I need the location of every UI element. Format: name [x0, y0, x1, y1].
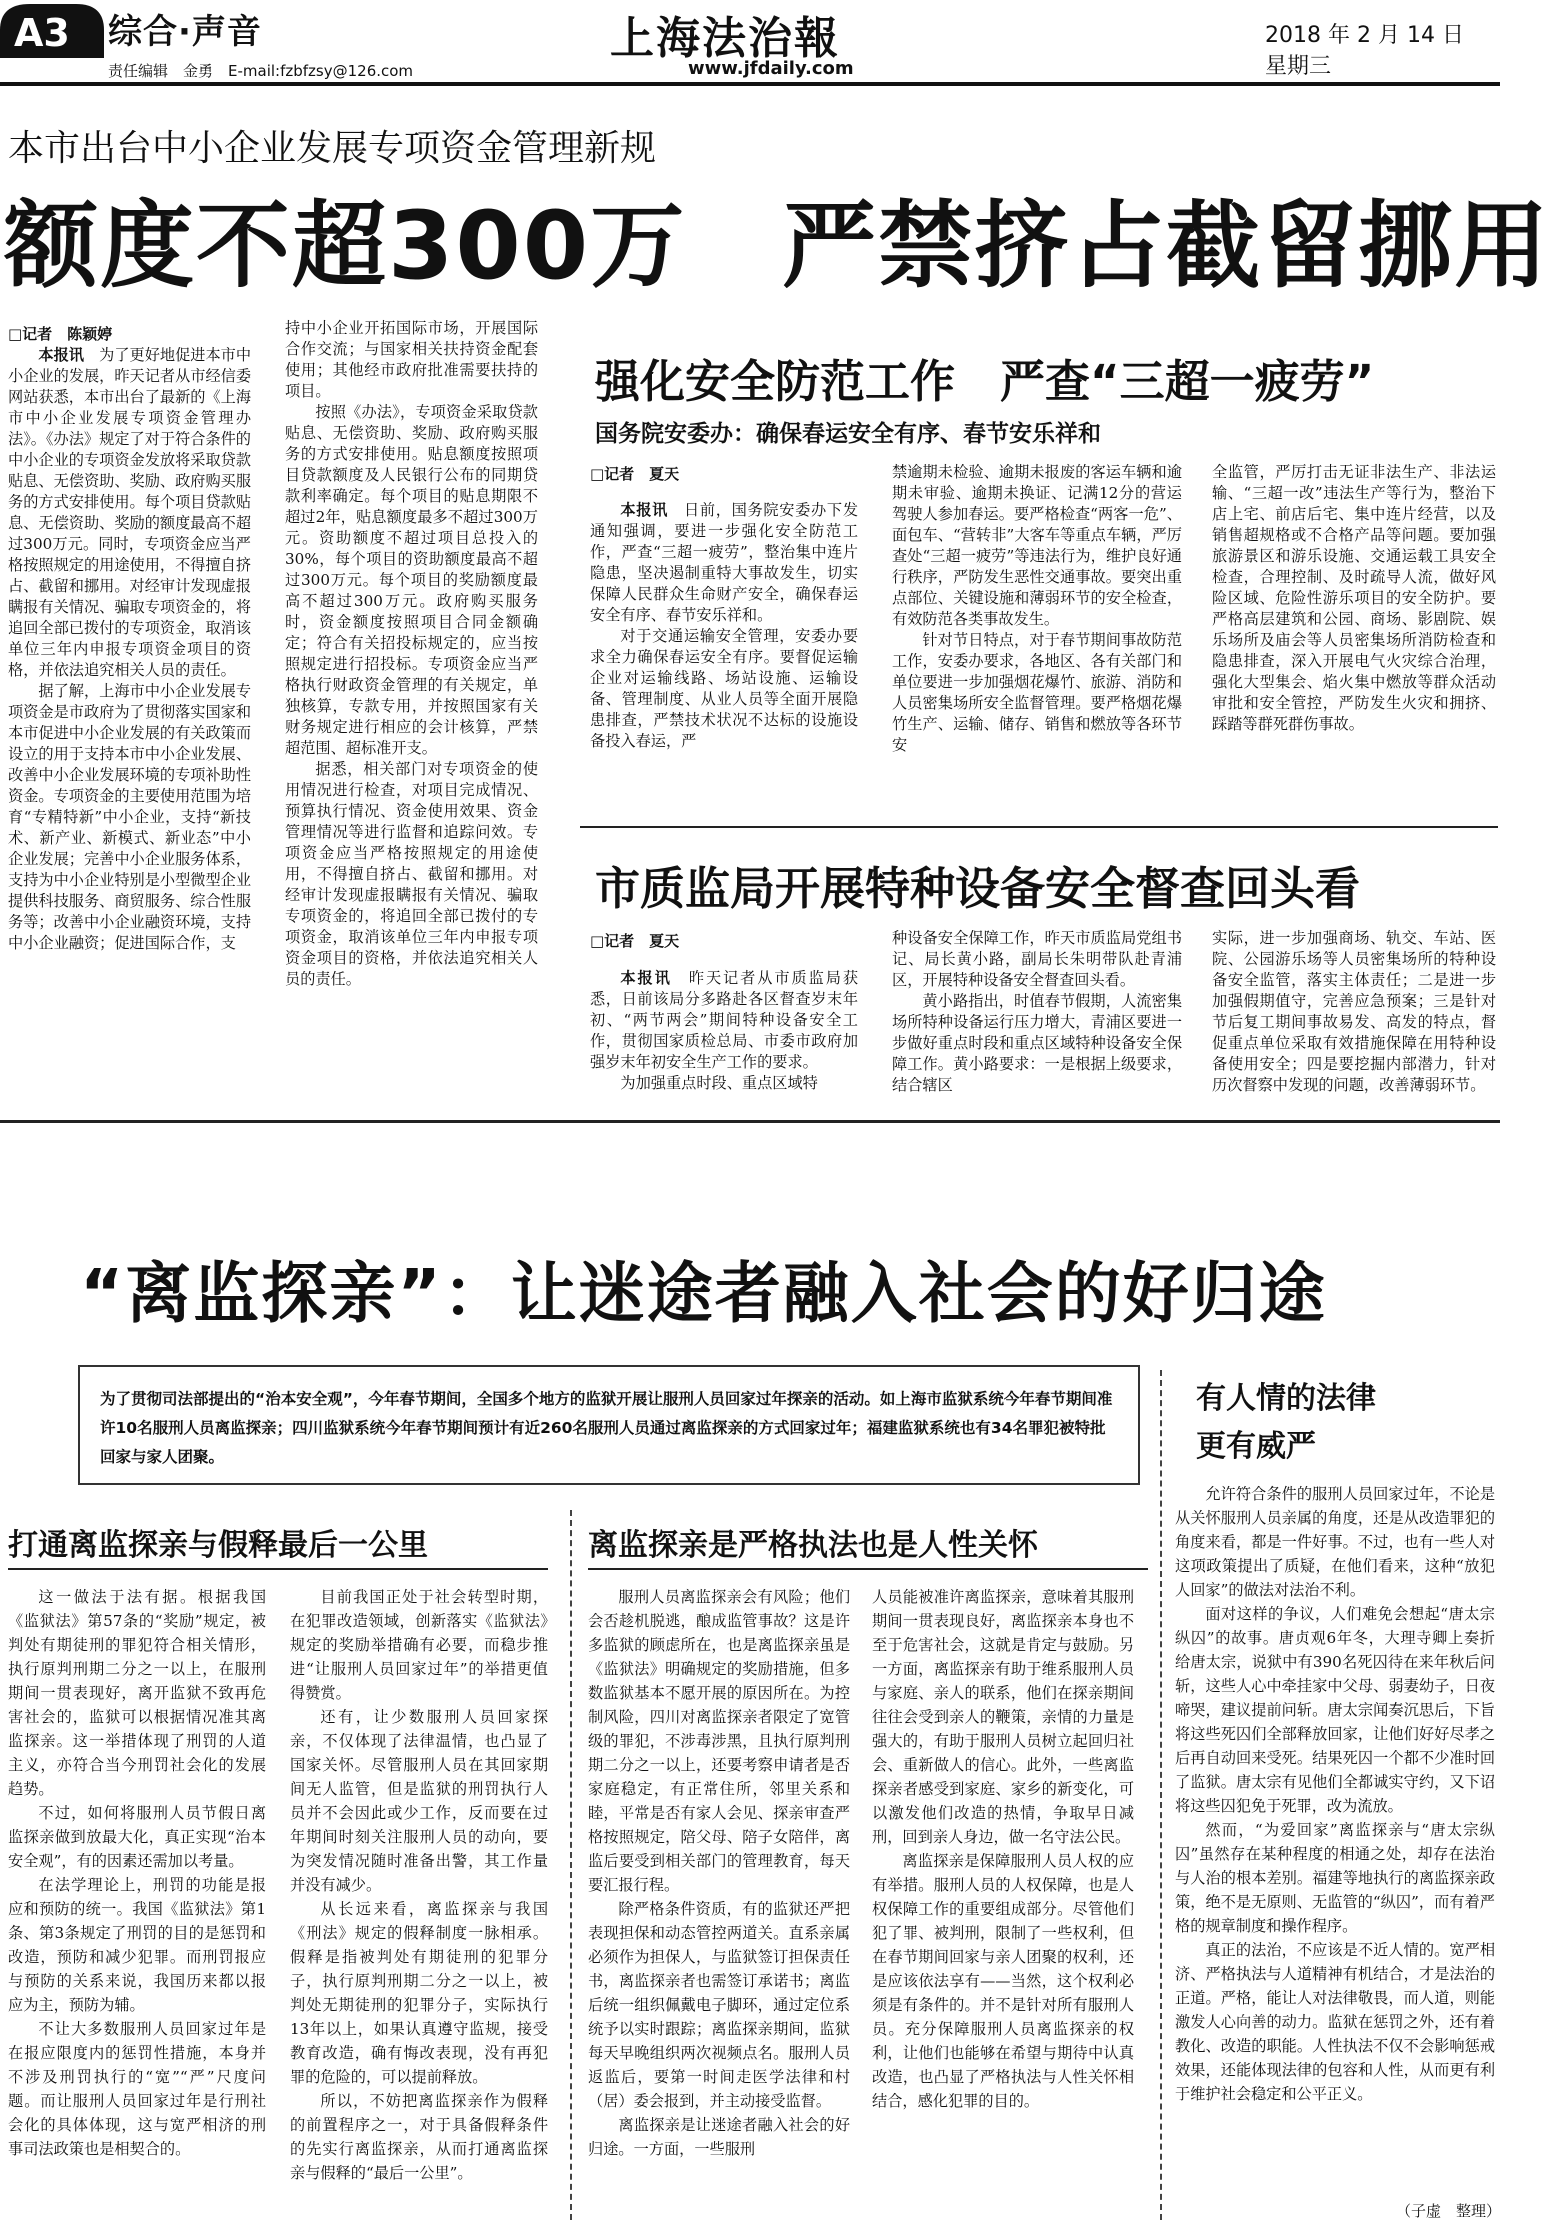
prison-intro-box: 为了贯彻司法部提出的“治本安全观”，今年春节期间，全国多个地方的监狱开展让服刑人员回家过年探亲的活动。如上海市监狱系统今年春节期间准许10名服刑人员离监探亲；四川监狱系统今年春节期间预计有近260名服刑人员通过离监探亲的方式回家过年；福建监狱系统也有34名罪犯被特批回家与家人团聚。	[78, 1365, 1140, 1485]
section1-column-1	[8, 1585, 266, 2225]
section2-column-1	[588, 1585, 850, 2225]
safety-deck: 国务院安委办：确保春运安全有序、春节安乐祥和	[595, 421, 1101, 447]
quality-paragraph: 种设备安全保障工作，昨天市质监局党组书记、局长黄小路，副局长朱明带队赴青浦区，开展特种设备安全督查回头看。	[892, 929, 1182, 989]
story-divider	[580, 826, 1498, 828]
safety-paragraph: 针对节日特点，对于春节期间事故防范工作，安委办要求，各地区、各有关部门和单位要进一步加强烟花爆竹、旅游、消防和人员密集场所安全监督管理。要严格烟花爆竹生产、运输、储存、销售和燃放等各环节安	[892, 631, 1182, 754]
section1-paragraph: 不过，如何将服刑人员节假日离监探亲做到放最大化，真正实现“治本安全观”，有的因素还需加以考量。	[8, 1804, 266, 1870]
quality-paragraph: 实际，进一步加强商场、轨交、车站、医院、公园游乐场等人员密集场所的特种设备安全监管，落实主体责任；二是进一步加强假期值守，完善应急预案；三是针对节后复工期间事故易发、高发的特点，督促重点单位采取有效措施保障在用特种设备使用安全；四是要挖掘内部潜力，针对历次督察中发现的问题，改善薄弱环节。	[1212, 929, 1496, 1094]
lead-paragraph: 据了解，上海市中小企业发展专项资金是市政府为了贯彻落实国家和本市促进中小企业发展的有关政策而设立的用于支持本市中小企业发展、改善中小企业发展环境的专项补助性资金。专项资金的主要使用范围为培育“专精特新”中小企业，支持“新技术、新产业、新模式、新业态”中小企业发展；完善中小企业服务体系，支持为中小企业特别是小型微型企业提供科技服务、商贸服务、综合性服务等；改善中小企业融资环境，支持中小企业融资；促进国际合作，支	[8, 682, 252, 952]
issue-date: 2018 年 2 月 14 日 星期三	[1265, 23, 1486, 79]
section2-paragraph: 离监探亲是让迷途者融入社会的好归途。一方面，一些服刑	[588, 2116, 850, 2158]
sidebar-text	[1175, 1482, 1495, 2196]
newspaper-title: 上海法治報	[610, 13, 840, 64]
masthead-rule	[0, 82, 1500, 86]
sidebar-paragraph: 面对这样的争议，人们难免会想起“唐太宗纵囚”的故事。唐贞观6年冬，大理寺卿上奏折给唐太宗，说狱中有390名死囚待在来年秋后问斩，这些人心中牵挂家中父母、弱妻幼子，日夜啼哭，建议提前问斩。唐太宗闻奏沉思后，下旨将这些死囚们全部释放回家，让他们好好尽孝之后再自动回来受死。结果死囚一个都不少准时回了监狱。唐太宗有见他们全都诚实守约，又下诏将这些囚犯免于死罪，改为流放。	[1175, 1605, 1495, 1815]
quality-column-1	[590, 968, 858, 1092]
website-url[interactable]: www.jfdaily.com	[688, 58, 854, 79]
lead-paragraph: 按照《办法》，专项资金采取贷款贴息、无偿资助、奖励、政府购买服务的方式安排使用。贴息额度按照项目贷款额度及人民银行公布的同期贷款利率确定。每个项目的贴息期限不超过2年，贴息额度最多不超过300万元。资助额度不超过项目总投入的30%，每个项目的资助额度最高不超过300万元。每个项目的奖励额度最高不超过300万元。政府购买服务时，资金额度按照项目合同金额确定；符合有关招投标规定的，应当按照规定进行招投标。专项资金应当严格执行财政资金管理的有关规定，单独核算，专款专用，并按照国家有关财务规定进行相应的会计核算，严禁超范围、超标准开支。	[285, 403, 538, 757]
section1-paragraph: 所以，不妨把离监探亲作为假释的前置程序之一，对于具备假释条件的先实行离监探亲，从而打通离监探亲与假释的“最后一公里”。	[290, 2092, 548, 2182]
safety-paragraph: 对于交通运输安全管理，安委办要求全力确保春运安全有序。要督促运输企业对运输线路、场站设施、运输设备、管理制度、从业人员等全面开展隐患排查，严禁技术状况不达标的设施设备投入春运，严	[590, 627, 858, 750]
section1-paragraph: 在法学理论上，刑罚的功能是报应和预防的统一。我国《监狱法》第1条、第3条规定了刑罚的目的是惩罚和改造，预防和减少犯罪。而刑罚报应与预防的关系来说，我国历来都以报应为主，预防为辅。	[8, 1876, 266, 2014]
quality-column-2	[892, 928, 1182, 1094]
quality-paragraph: 本报讯 昨天记者从市质监局获悉，日前该局分多路赴各区督查岁末年初、“两节两会”期间特种设备安全工作，贯彻国家质检总局、市委市政府加强岁末年初安全生产工作的要求。	[590, 969, 858, 1071]
quality-byline: □记者 夏天	[590, 932, 680, 950]
dateline-lead: 本报讯	[38, 346, 84, 364]
sidebar-paragraph: 然而，“为爱回家”离监探亲与“唐太宗纵囚”虽然存在某种程度的相通之处，却存在法治与人治的根本差别。福建等地执行的离监探亲政策，绝不是无原则、无监管的“纵囚”，而有着严格的规章制度和操作程序。	[1175, 1821, 1495, 1935]
safety-paragraph: 禁逾期未检验、逾期未报废的客运车辆和逾期未审验、逾期未换证、记满12分的营运驾驶人参加春运。要严格检查“两客一危”、面包车、“营转非”大客车等重点车辆，严厉查处“三超一疲劳”等违法行为，维护良好通行秩序，严防发生恶性交通事故。要突出重点部位、关键设施和薄弱环节的安全检查，有效防范各类事故发生。	[892, 463, 1182, 628]
editor-line: 责任编辑 金勇 E-mail:fzbfzsy@126.com	[108, 62, 414, 80]
section1-paragraph: 还有，让少数服刑人员回家探亲，不仅体现了法律温情，也凸显了国家关怀。尽管服刑人员在其回家期间无人监管，但是监狱的刑罚执行人员并不会因此或少工作，反而要在过年期间时刻关注服刑人员的动向，要为突发情况随时准备出警，其工作量并没有减少。	[290, 1708, 548, 1894]
lead-column-1	[8, 345, 251, 1080]
section1-title: 打通离监探亲与假释最后一公里	[8, 1528, 428, 1563]
sidebar-paragraph: 真正的法治，不应该是不近人情的。宽严相济、严格执法与人道精神有机结合，才是法治的正道。严格，能让人对法律敬畏，而人道，则能激发人心向善的动力。监狱在惩罚之外，还有着教化、改造的职能。人性执法不仅不会影响惩戒效果，还能体现法律的包容和人性，从而更有利于维护社会稳定和公平正义。	[1175, 1941, 1495, 2103]
page-number-text: A3	[14, 11, 70, 55]
quality-paragraph: 黄小路指出，时值春节假期，人流密集场所特种设备运行压力增大，青浦区要进一步做好重点时段和重点区域特种设备安全保障工作。黄小路要求：一是根据上级要求，结合辖区	[892, 992, 1182, 1094]
lead-headline: 额度不超300万 严禁挤占截留挪用	[4, 192, 1550, 301]
sidebar-paragraph: 允许符合条件的服刑人员回家过年，不论是从关怀服刑人员亲属的角度，还是从改造罪犯的角度来看，都是一件好事。不过，也有一些人对这项政策提出了质疑，在他们看来，这种“放犯人回家”的做法对法治不利。	[1175, 1485, 1495, 1599]
dateline-lead: 本报讯	[620, 501, 669, 519]
lead-paragraph: 本报讯 为了更好地促进本市中小企业的发展，昨天记者从市经信委网站获悉，本市出台了最新的《上海市中小企业发展专项资金管理办法》。《办法》规定了对于符合条件的中小企业的专项资金发放将采取贷款贴息、无偿资助、奖励、政府购买服务的方式安排使用。每个项目贷款贴息、无偿资助、奖励的额度最高不超过300万元。同时，专项资金应当严格按照规定的用途使用，不得擅自挤占、截留和挪用。对经审计发现虚报瞒报有关情况、骗取专项资金的，将追回全部已拨付的专项资金，取消该单位三年内申报专项资金项目的资格，并依法追究相关人员的责任。	[8, 346, 252, 679]
section1-column-2	[290, 1585, 548, 2225]
lead-kicker: 本市出台中小企业发展专项资金管理新规	[8, 128, 657, 169]
safety-byline: □记者 夏天	[590, 465, 680, 483]
dateline-lead: 本报讯	[620, 969, 672, 987]
section2-paragraph: 除严格条件资质，有的监狱还严把表现担保和动态管控两道关。直系亲属必须作为担保人，与监狱签订担保责任书，离监探亲者也需签订承诺书；离监后统一组织佩戴电子脚环，通过定位系统予以实时跟踪；离监探亲期间，监狱每天早晚组织两次视频点名。服刑人员返监后，要第一时间走医学法律和村（居）委会报到，并主动接受监督。	[588, 1900, 850, 2110]
section1-paragraph: 不让大多数服刑人员回家过年是在报应限度内的惩罚性措施，本身并不涉及刑罚执行的“宽”“严”尺度问题。而让服刑人员回家过年是行刑社会化的具体体现，这与宽严相济的刑事司法政策也是相契合的。	[8, 2020, 266, 2158]
quality-column-3	[1212, 928, 1496, 1094]
safety-column-1	[590, 500, 858, 810]
section2-rule	[588, 1568, 1148, 1570]
safety-paragraph: 本报讯 日前，国务院安委办下发通知强调，要进一步强化安全防范工作，严查“三超一疲劳”，整治集中连片隐患，坚决遏制重特大事故发生，切实保障人民群众生命财产安全，确保春运安全有序、春节安乐祥和。	[590, 501, 859, 624]
sidebar-author: （子虚 整理）	[1396, 2202, 1502, 2220]
lead-paragraph: 持中小企业开拓国际市场，开展国际合作交流；与国家相关扶持资金配套使用；其他经市政府批准需要扶持的项目。	[285, 319, 538, 400]
section2-paragraph: 服刑人员离监探亲会有风险；他们会否趁机脱逃，酿成监管事故？这是许多监狱的顾虑所在，也是离监探亲虽是《监狱法》明确规定的奖励措施，但多数监狱基本不愿开展的原因所在。为控制风险，四川对离监探亲者限定了宽管级的罪犯，不涉毒涉黑，且执行原判刑期二分之一以上，还要考察申请者是否家庭稳定，有正常住所，邻里关系和睦，平常是否有家人会见、探亲审查严格按照规定，陪父母、陪子女陪伴，离监后要受到相关部门的管理教育，每天要汇报行程。	[588, 1588, 850, 1894]
column-divider	[570, 1510, 572, 2220]
sidebar-title: 有人情的法律 更有威严	[1196, 1381, 1376, 1464]
lead-byline: □记者 陈颖婷	[8, 325, 113, 343]
section2-paragraph: 人员能被准许离监探亲，意味着其服刑期间一贯表现良好，离监探亲本身也不至于危害社会，这就是肯定与鼓励。另一方面，离监探亲有助于维系服刑人员与家庭、亲人的联系，他们在探亲期间往往会受到亲人的鞭策，亲情的力量是强大的，有助于服刑人员树立起回归社会、重新做人的信心。此外，一些离监探亲者感受到家庭、家乡的新变化，可以激发他们改造的热情，争取早日减刑，回到亲人身边，做一名守法公民。	[872, 1588, 1134, 1846]
safety-column-2	[892, 462, 1182, 810]
safety-column-3	[1212, 462, 1496, 810]
lead-column-2	[285, 318, 538, 1080]
section2-title: 离监探亲是严格执法也是人性关怀	[588, 1528, 1038, 1563]
section1-paragraph: 目前我国正处于社会转型时期，在犯罪改造领域，创新落实《监狱法》规定的奖励举措确有必要，而稳步推进“让服刑人员回家过年”的举措更值得赞赏。	[290, 1588, 548, 1702]
quality-paragraph: 为加强重点时段、重点区域特	[620, 1074, 818, 1092]
safety-headline: 强化安全防范工作 严查“三超一疲劳”	[595, 355, 1375, 408]
section1-paragraph: 这一做法于法有据。根据我国《监狱法》第57条的“奖励”规定，被判处有期徒刑的罪犯符合相关情形，执行原判刑期二分之一以上，在服刑期间一贯表现好，离开监狱不致再危害社会的，监狱可以根据情况准其离监探亲。这一举措体现了刑罚的人道主义，亦符合当今刑罚社会化的发展趋势。	[8, 1588, 266, 1798]
section-name: 综合·声音	[108, 12, 262, 52]
page-number-badge	[0, 0, 110, 58]
quality-headline: 市质监局开展特种设备安全督查回头看	[595, 862, 1361, 915]
prison-headline: “离监探亲”：让迷途者融入社会的好归途	[80, 1255, 1327, 1332]
lead-paragraph: 据悉，相关部门对专项资金的使用情况进行检查，对项目完成情况、预算执行情况、资金使用效果、资金管理情况等进行监督和追踪问效。专项资金应当严格按照规定的用途使用，不得擅自挤占、截留和挪用。对经审计发现虚报瞒报有关情况、骗取专项资金的，将追回全部已拨付的专项资金，取消该单位三年内申报专项资金项目的资格，并依法追究相关人员的责任。	[285, 760, 538, 988]
section1-paragraph: 从长远来看，离监探亲与我国《刑法》规定的假释制度一脉相承。假释是指被判处有期徒刑的犯罪分子，执行原判刑期二分之一以上，被判处无期徒刑的犯罪分子，实际执行13年以上，如果认真遵守监规，接受教育改造，确有悔改表现，没有再犯罪的危险的，可以提前释放。	[290, 1900, 548, 2086]
column-divider	[1160, 1370, 1162, 2220]
section2-column-2	[872, 1585, 1134, 2225]
section2-paragraph: 离监探亲是保障服刑人员人权的应有举措。服刑人员的人权保障，也是人权保障工作的重要组成部分。尽管他们犯了罪、被判刑，限制了一些权利，但在春节期间回家与亲人团聚的权利，还是应该依法享有——当然，这个权利必须是有条件的。并不是针对所有服刑人员。充分保障服刑人员离监探亲的权利，让他们也能够在希望与期待中认真改造，也凸显了严格执法与人性关怀相结合，感化犯罪的目的。	[872, 1852, 1134, 2110]
section1-rule	[8, 1568, 548, 1570]
section-divider	[0, 1120, 1500, 1123]
safety-paragraph: 全监管，严厉打击无证非法生产、非法运输、“三超一改”违法生产等行为，整治下店上宅、前店后宅、集中连片经营，以及销售超规格或不合格产品等问题。要加强旅游景区和游乐设施、交通运载工具安全检查，合理控制、及时疏导人流，做好风险区域、危险性游乐项目的安全防护。要严格高层建筑和公园、商场、影剧院、娱乐场所及庙会等人员密集场所消防检查和隐患排查，深入开展电气火灾综合治理，强化大型集会、焰火集中燃放等群众活动审批和安全管控，严防发生火灾和拥挤、踩踏等群死群伤事故。	[1212, 463, 1496, 733]
